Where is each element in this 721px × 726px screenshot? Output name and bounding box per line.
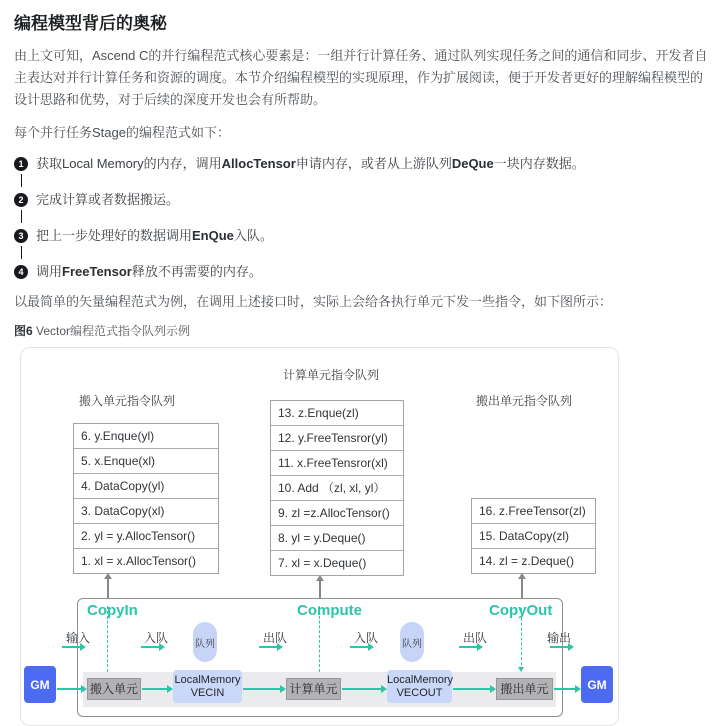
step-item-1 (14, 153, 707, 175)
move-out-queue-table (471, 498, 596, 574)
stage-label-copyout: CopyOut (489, 602, 553, 619)
local-memory-line1: LocalMemory (174, 674, 241, 686)
step-text-segment: 获取Local Memory的内存，调用 (36, 156, 222, 171)
flow-arrow-icon (453, 688, 494, 690)
flow-label-enqueue: 入队 (144, 631, 169, 645)
step-text (36, 225, 273, 247)
move-out-unit: 搬出单元 (496, 678, 553, 700)
step-number-badge: 3 (14, 229, 28, 243)
up-arrow-icon (107, 575, 109, 598)
flow-label-input: 输入 (66, 631, 91, 645)
queue-item: 7. xl = x.Deque() (278, 556, 367, 570)
dashed-line (107, 606, 108, 672)
dashed-line (319, 606, 320, 672)
local-memory-vecin (173, 670, 242, 703)
compute-unit: 计算单元 (286, 678, 341, 700)
local-memory-line1: LocalMemory (387, 674, 454, 686)
move-in-unit: 搬入单元 (87, 678, 141, 700)
flow-label-dequeue: 出队 (463, 631, 488, 645)
queue-item: 12. y.FreeTensror(yl) (271, 426, 403, 451)
step-number-badge: 1 (14, 157, 28, 171)
queue-item: 5. x.Enque(xl) (74, 449, 218, 474)
step-text-bold: FreeTensor (62, 264, 132, 279)
step-text-bold: DeQue (451, 156, 494, 171)
move-in-queue-title: 搬入单元指令队列 (79, 394, 176, 408)
step-item-3 (14, 225, 707, 247)
flow-arrow-icon (342, 688, 385, 690)
compute-queue-title: 计算单元指令队列 (283, 368, 380, 382)
figure-caption-label: 图6 (14, 324, 33, 338)
local-memory-vecout (387, 670, 452, 703)
example-paragraph: 以最简单的矢量编程范式为例，在调用上述接口时，实际上会给各执行单元下发一些指令，如下图所示： (14, 294, 613, 309)
right-arrow-icon (459, 646, 481, 648)
step-text-segment: 完成计算或者数据搬运。 (36, 192, 180, 207)
step-item-2 (14, 189, 707, 211)
step-number-badge: 4 (14, 265, 28, 279)
right-arrow-icon (62, 646, 84, 648)
local-memory-line2: VECIN (190, 687, 225, 699)
dashed-line-down-arrow (521, 608, 522, 670)
step-text-segment: 把上一步处理好的数据调用 (36, 228, 193, 243)
stage-label-copyin: CopyIn (87, 602, 138, 619)
intro-paragraph: 由上文可知，Ascend C的并行编程范式核心要素是：一组并行计算任务、通过队列实现任务之间的通信和同步、开发者自主表达对并行计算任务和资源的调度。本节介绍编程模型的实现原理，作为扩展阅读，便于开发者更好的理解编程模型的设计思路和优势，对于后续的深度开发也会有所帮助。 (14, 48, 708, 107)
move-in-queue-table (73, 423, 219, 574)
step-item-4 (14, 261, 707, 283)
queue-item: 16. z.FreeTensor(zl) (472, 499, 595, 524)
flow-arrow-icon (243, 688, 284, 690)
step-text (36, 261, 262, 283)
flow-label-enqueue: 入队 (354, 631, 379, 645)
flow-arrow-icon (142, 688, 171, 690)
stage-intro-paragraph: 每个并行任务Stage的编程范式如下： (14, 125, 230, 140)
step-text-segment: 一块内存数据。 (493, 156, 585, 171)
queue-item: 6. y.Enque(yl) (74, 424, 218, 449)
step-text (36, 189, 179, 211)
stage-label-compute: Compute (297, 602, 362, 619)
step-text-segment: 申请内存，或者从上游队列 (295, 156, 452, 171)
page-title: 编程模型背后的奥秘 (14, 14, 167, 33)
paradigm-steps-list (14, 153, 707, 283)
up-arrow-icon (319, 577, 321, 598)
queue-item: 8. yl = y.Deque() (271, 526, 403, 551)
queue-item: 3. DataCopy(xl) (74, 499, 218, 524)
flow-arrow-icon (554, 688, 579, 690)
right-arrow-icon (550, 646, 572, 648)
gm-box-left: GM (24, 666, 56, 703)
step-text-segment: 入队。 (233, 228, 273, 243)
queue-item: 13. z.Enque(zl) (271, 401, 403, 426)
step-text (36, 153, 585, 175)
queue-item: 9. zl =z.AllocTensor() (271, 501, 403, 526)
queue-pill: 队列 (193, 622, 217, 662)
right-arrow-icon (141, 646, 163, 648)
flow-arrow-icon (57, 688, 85, 690)
flow-label-dequeue: 出队 (263, 631, 288, 645)
step-text-segment: 调用 (36, 264, 63, 279)
queue-item: 4. DataCopy(yl) (74, 474, 218, 499)
queue-item: 15. DataCopy(zl) (472, 524, 595, 549)
up-arrow-icon (521, 575, 523, 598)
right-arrow-icon (259, 646, 281, 648)
queue-item: 10. Add （zl, xl, yl） (271, 476, 403, 501)
step-text-bold: AllocTensor (221, 156, 296, 171)
local-memory-line2: VECOUT (396, 687, 443, 699)
move-out-queue-title: 搬出单元指令队列 (476, 394, 573, 408)
compute-queue-table (270, 400, 404, 576)
queue-item: 1. xl = x.AllocTensor() (81, 554, 197, 568)
queue-pill: 队列 (400, 622, 424, 662)
figure-caption-text: Vector编程范式指令队列示例 (32, 324, 191, 338)
queue-item: 14. zl = z.Deque() (479, 554, 575, 568)
queue-item: 2. yl = y.AllocTensor() (74, 524, 218, 549)
figure-caption (14, 323, 707, 339)
right-arrow-icon (350, 646, 372, 648)
flow-label-output: 输出 (547, 631, 572, 645)
figure-vector-instruction-queues (20, 347, 619, 726)
step-text-segment: 释放不再需要的内存。 (131, 264, 262, 279)
gm-box-right: GM (581, 666, 613, 703)
step-number-badge: 2 (14, 193, 28, 207)
step-text-bold: EnQue (192, 228, 234, 243)
queue-item: 11. x.FreeTensror(xl) (271, 451, 403, 476)
